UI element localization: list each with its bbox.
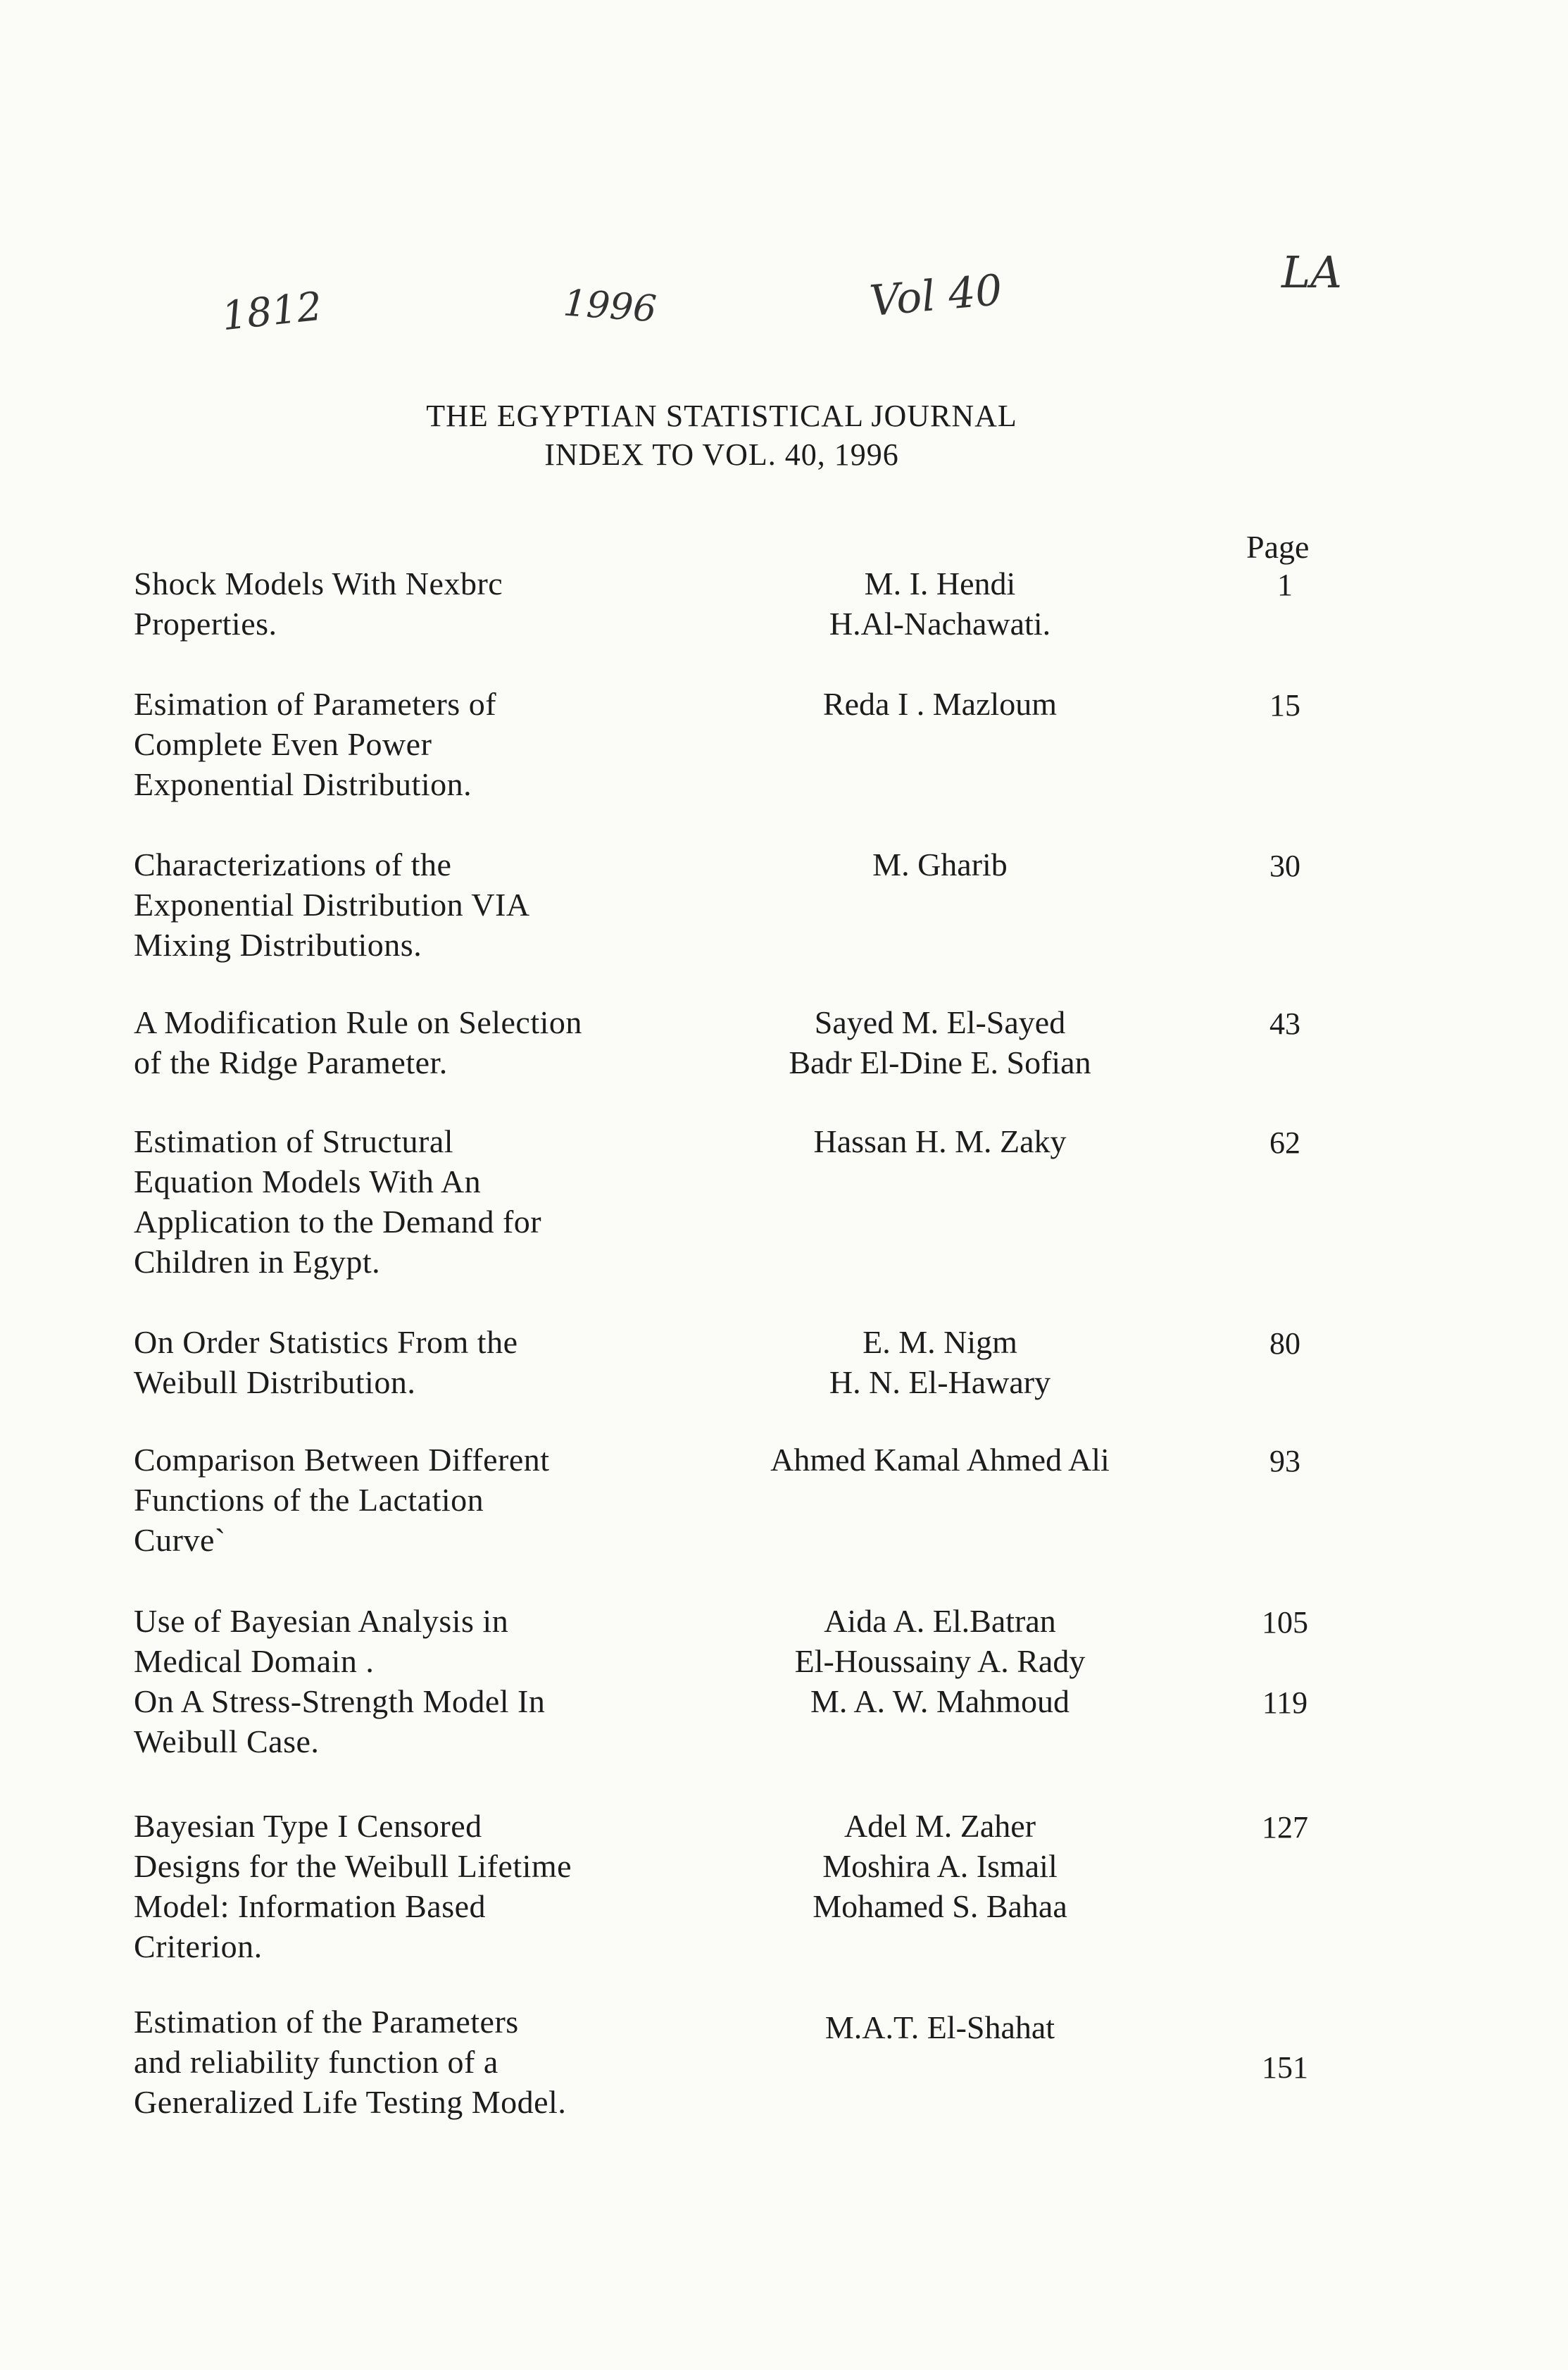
author: E. M. Nigm: [863, 1324, 1017, 1360]
author: H. N. El-Hawary: [829, 1364, 1051, 1400]
author: Badr El-Dine E. Sofian: [789, 1044, 1091, 1080]
entry-title: [134, 844, 628, 965]
title-line: Model: Information Based: [134, 1888, 487, 1924]
title-line: Bayesian Type I Censored: [134, 1808, 482, 1844]
entry-page: 151: [1262, 2050, 1308, 2085]
entry-title: [134, 1681, 628, 1761]
author: Adel M. Zaher: [843, 1808, 1036, 1844]
entry-authors: [711, 1806, 1169, 1926]
entry-page: 93: [1269, 1444, 1300, 1478]
author: H.Al-Nachawati.: [829, 606, 1051, 642]
entry-authors: [711, 1681, 1169, 1721]
author: Reda I . Mazloum: [822, 686, 1058, 722]
title-line: Medical Domain .: [134, 1643, 375, 1679]
entry-page: 105: [1262, 1605, 1308, 1640]
author: M. A. W. Mahmoud: [810, 1683, 1070, 1719]
title-line: Generalized Life Testing Model.: [134, 2084, 567, 2120]
handwritten-note: 1812: [219, 283, 325, 340]
author: M.A.T. El-Shahat: [824, 2009, 1055, 2045]
title-line: Characterizations of the: [134, 847, 452, 882]
title-line: Shock Models With Nexbrc: [134, 566, 503, 601]
entry-page: 127: [1262, 1810, 1308, 1845]
title-line: Equation Models With An: [134, 1164, 482, 1199]
entry-page: 80: [1269, 1326, 1300, 1361]
author: Sayed M. El-Sayed: [814, 1004, 1066, 1040]
entry-page: 119: [1262, 1685, 1308, 1720]
entry-title: [134, 1002, 628, 1083]
title-line: Curve`: [134, 1522, 226, 1558]
handwritten-note: LA: [1281, 247, 1342, 298]
title-line: Weibull Case.: [134, 1723, 320, 1759]
title-line: Criterion.: [134, 1928, 263, 1964]
title-line: A Modification Rule on Selection: [134, 1004, 582, 1040]
title-line: On A Stress-Strength Model In: [134, 1683, 546, 1719]
entry-title: [134, 684, 628, 804]
title-line: Children in Egypt.: [134, 1244, 381, 1280]
entry-authors: [711, 684, 1169, 724]
author: Mohamed S. Bahaa: [813, 1888, 1067, 1924]
entry-page: 30: [1269, 849, 1300, 883]
entry-authors: [711, 1121, 1169, 1161]
title-line: Exponential Distribution.: [134, 766, 472, 802]
title-line: Comparison Between Different: [134, 1442, 550, 1478]
entry-title: [134, 1322, 628, 1402]
entry-authors: [711, 1601, 1169, 1681]
handwritten-note: 1996: [562, 282, 658, 331]
entry-page: 15: [1269, 688, 1300, 723]
entry-page: 1: [1277, 568, 1293, 602]
title-line: Estimation of the Parameters: [134, 2004, 519, 2040]
entry-authors: [711, 2007, 1169, 2047]
author: M. Gharib: [872, 847, 1008, 882]
title-line: Estimation of Structural: [134, 1123, 454, 1159]
author: Moshira A. Ismail: [822, 1848, 1058, 1884]
entry-authors: [711, 1440, 1169, 1480]
author: M. I. Hendi: [864, 566, 1016, 601]
title-line: Properties.: [134, 606, 277, 642]
entry-title: [134, 1806, 628, 1966]
title-line: of the Ridge Parameter.: [134, 1044, 448, 1080]
entry-page: 62: [1269, 1125, 1300, 1160]
page-column-label: Page: [1246, 529, 1310, 565]
author: Ahmed Kamal Ahmed Ali: [770, 1442, 1110, 1478]
entry-authors: [711, 563, 1169, 644]
title-line: Complete Even Power: [134, 726, 432, 762]
handwritten-note: Vol 40: [867, 265, 1005, 327]
title-line: and reliability function of a: [134, 2044, 498, 2080]
entry-authors: [711, 844, 1169, 885]
title-line: Esimation of Parameters of: [134, 686, 497, 722]
title-line: On Order Statistics From the: [134, 1324, 518, 1360]
author: El-Houssainy A. Rady: [794, 1643, 1086, 1679]
title-line: Designs for the Weibull Lifetime: [134, 1848, 572, 1884]
entry-page: 43: [1269, 1006, 1300, 1041]
title-line: Mixing Distributions.: [134, 927, 422, 963]
entry-title: [134, 563, 628, 644]
entry-title: [134, 1601, 628, 1681]
entry-authors: [711, 1322, 1169, 1402]
journal-title: THE EGYPTIAN STATISTICAL JOURNAL: [426, 399, 1017, 433]
entry-authors: [711, 1002, 1169, 1083]
entry-title: [134, 1440, 628, 1560]
index-subtitle: INDEX TO VOL. 40, 1996: [544, 437, 899, 472]
author: Aida A. El.Batran: [824, 1603, 1056, 1639]
title-line: Use of Bayesian Analysis in: [134, 1603, 509, 1639]
title-line: Application to the Demand for: [134, 1204, 542, 1240]
title-line: Exponential Distribution VIA: [134, 887, 530, 923]
author: Hassan H. M. Zaky: [813, 1123, 1067, 1159]
entry-title: [134, 1121, 628, 1282]
title-line: Functions of the Lactation: [134, 1482, 484, 1518]
title-line: Weibull Distribution.: [134, 1364, 416, 1400]
entry-title: [134, 2002, 628, 2122]
